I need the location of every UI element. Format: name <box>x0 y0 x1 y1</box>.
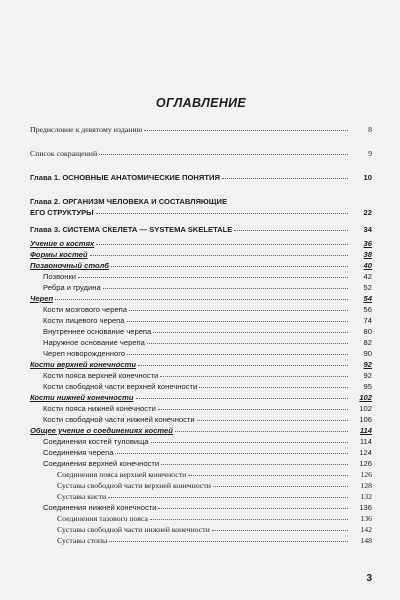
toc-entry-subsubsection <box>30 491 372 502</box>
toc-entry-title: Список сокращений <box>30 149 98 158</box>
toc-entry-page: 106 <box>359 415 372 424</box>
dot-leader <box>199 386 348 388</box>
dot-leader <box>212 529 348 531</box>
toc-entry-subsection <box>30 337 372 348</box>
toc-entry-page: 95 <box>363 382 372 391</box>
toc-entry-subsection <box>30 502 372 513</box>
toc-entry-title: Суставы свободной части верхней конечности <box>57 481 211 490</box>
toc-entry-title: Соединения черепа <box>43 448 114 457</box>
dot-leader <box>138 364 348 366</box>
toc-entry-subsection <box>30 414 372 425</box>
toc-entry-subsection <box>30 326 372 337</box>
toc-entry-title: Глава 1. ОСНОВНЫЕ АНАТОМИЧЕСКИЕ ПОНЯТИЯ <box>30 173 220 182</box>
toc-entry-section <box>30 238 372 249</box>
toc-entry-page: 124 <box>359 448 372 457</box>
dot-leader <box>127 320 348 322</box>
toc-entry-title: Кости нижней конечности <box>30 393 134 402</box>
toc-entry-subsection <box>30 458 372 469</box>
toc-entry-title: Кости свободной части нижней конечности <box>43 415 195 424</box>
toc-entry-title: Соединения верхней конечности <box>43 459 160 468</box>
dot-leader <box>99 153 348 155</box>
toc-entry-title: Кости свободной части верхней конечности <box>43 382 198 391</box>
dot-leader <box>78 276 348 278</box>
toc-entry-page: 92 <box>363 371 372 380</box>
toc-entry-title: Суставы стопы <box>57 536 108 545</box>
toc-entry-subsection <box>30 447 372 458</box>
toc-entry-page: 126 <box>359 459 372 468</box>
toc-entry-page: 136 <box>360 514 372 523</box>
toc-entry-abbreviations <box>30 148 372 159</box>
dot-leader <box>144 129 348 131</box>
toc-entry-page: 52 <box>363 283 372 292</box>
dot-leader <box>103 287 348 289</box>
page-number: 3 <box>366 573 372 584</box>
dot-leader <box>161 463 348 465</box>
dot-leader <box>111 265 348 267</box>
toc-entry-subsection <box>30 381 372 392</box>
toc-entry-subsubsection <box>30 524 372 535</box>
toc-entry-page: 114 <box>359 437 372 446</box>
toc-entry-subsection <box>30 370 372 381</box>
toc-entry-title: Соединения тазового пояса <box>57 514 149 523</box>
dot-leader <box>115 452 348 454</box>
toc-entry-title: Кости пояса верхней конечности <box>43 371 159 380</box>
toc-entry-title: Позвоночный столб <box>30 261 109 270</box>
toc-entry-subsection <box>30 282 372 293</box>
toc-entry-page: 90 <box>363 349 372 358</box>
toc-entry-section <box>30 293 372 304</box>
toc-entry-section <box>30 425 372 436</box>
dot-leader <box>147 342 348 344</box>
toc-entry-title: Позвонки <box>43 272 77 281</box>
toc-entry-title: Глава 3. СИСТЕМА СКЕЛЕТА — SYSTEMA SKELETALE <box>30 225 233 234</box>
dot-leader <box>197 419 348 421</box>
dot-leader <box>160 375 348 377</box>
toc-page <box>30 0 372 600</box>
toc-entry-page: 10 <box>363 173 372 182</box>
toc-entry-subsection <box>30 436 372 447</box>
toc-entry-page: 82 <box>363 338 372 347</box>
toc-entry-page: 80 <box>363 327 372 336</box>
toc-entry-subsection <box>30 315 372 326</box>
toc-entry-page: 56 <box>363 305 372 314</box>
toc-entry-title: Учение о костях <box>30 239 95 248</box>
toc-entry-page: 38 <box>363 250 372 259</box>
toc-entry-title: Формы костей <box>30 250 88 259</box>
toc-entry-page: 42 <box>363 272 372 281</box>
dot-leader <box>108 496 348 498</box>
toc-entry-page: 54 <box>363 294 372 303</box>
dot-leader <box>151 441 348 443</box>
dot-leader <box>96 243 348 245</box>
toc-entry-page: 22 <box>363 208 372 217</box>
dot-leader <box>153 331 348 333</box>
toc-entry-section <box>30 359 372 370</box>
toc-entry-title: Суставы свободной части нижней конечности <box>57 525 210 534</box>
dot-leader <box>188 474 348 476</box>
toc-entry-title: Ребра и грудина <box>43 283 101 292</box>
toc-entry-subsubsection <box>30 535 372 546</box>
dot-leader <box>127 353 348 355</box>
toc-entry-title-line-2-wrap <box>30 207 372 218</box>
toc-list <box>30 124 372 546</box>
toc-entry-page: 8 <box>368 125 372 134</box>
toc-entry-title: Соединения костей туловища <box>43 437 149 446</box>
toc-heading: ОГЛАВЛЕНИЕ <box>155 96 247 110</box>
dot-leader <box>136 397 349 399</box>
toc-entry-page: 142 <box>360 525 372 534</box>
toc-entry-title: Соединения пояса верхней конечности <box>57 470 187 479</box>
dot-leader <box>213 485 348 487</box>
dot-leader <box>90 254 348 256</box>
dot-leader <box>129 309 348 311</box>
toc-entry-title: Предисловие к девятому изданию <box>30 125 143 134</box>
toc-entry-section <box>30 392 372 403</box>
dot-leader <box>234 229 348 231</box>
toc-entry-page: 34 <box>363 225 372 234</box>
toc-entry-page: 148 <box>360 536 372 545</box>
toc-entry-page: 74 <box>363 316 372 325</box>
toc-entry-section <box>30 249 372 260</box>
toc-entry-page: 126 <box>360 470 372 479</box>
toc-entry-page: 128 <box>360 481 372 490</box>
toc-entry-title-line-1: Глава 2. ОРГАНИЗМ ЧЕЛОВЕКА И СОСТАВЛЯЮЩИЕ <box>30 197 228 206</box>
toc-entry-preface <box>30 124 372 135</box>
toc-entry-title: Соединения нижней конечности <box>43 503 157 512</box>
toc-entry-chapter-2 <box>30 196 372 218</box>
toc-entry-page: 102 <box>359 404 372 413</box>
toc-entry-title: Кости лицевого черепа <box>43 316 125 325</box>
toc-entry-title: Кости мозгового черепа <box>43 305 128 314</box>
toc-entry-page: 40 <box>363 261 372 270</box>
toc-entry-page: 102 <box>359 393 372 402</box>
toc-entry-page: 36 <box>363 239 372 248</box>
toc-entry-title: Кости пояса нижней конечности <box>43 404 156 413</box>
dot-leader <box>55 298 348 300</box>
toc-entry-title: Суставы кисти <box>57 492 107 501</box>
toc-entry-page: 132 <box>360 492 372 501</box>
toc-entry-title: Общее учение о соединениях костей <box>30 426 173 435</box>
toc-entry-page: 92 <box>363 360 372 369</box>
toc-entry-subsubsection <box>30 480 372 491</box>
toc-entry-title: Внутреннее основание черепа <box>43 327 152 336</box>
dot-leader <box>109 540 348 542</box>
toc-entry-page: 9 <box>368 149 372 158</box>
toc-entry-subsection <box>30 403 372 414</box>
toc-entry-subsubsection <box>30 513 372 524</box>
toc-entry-subsection <box>30 271 372 282</box>
toc-entry-subsection <box>30 304 372 315</box>
toc-entry-page: 136 <box>359 503 372 512</box>
dot-leader <box>175 430 348 432</box>
toc-entry-title: Череп новорожденного <box>43 349 126 358</box>
toc-entry-chapter-3 <box>30 224 372 235</box>
toc-entry-subsubsection <box>30 469 372 480</box>
dot-leader <box>158 507 348 509</box>
toc-entry-title-line-2: ЕГО СТРУКТУРЫ <box>30 208 94 217</box>
dot-leader <box>222 177 348 179</box>
toc-entry-subsection <box>30 348 372 359</box>
toc-entry-title: Череп <box>30 294 54 303</box>
dot-leader <box>96 212 348 214</box>
dot-leader <box>150 518 348 520</box>
toc-entry-title: Кости верхней конечности <box>30 360 136 369</box>
dot-leader <box>158 408 348 410</box>
toc-entry-title: Наружное основание черепа <box>43 338 145 347</box>
toc-entry-chapter-1 <box>30 172 372 183</box>
toc-entry-section <box>30 260 372 271</box>
toc-entry-page: 114 <box>359 426 372 435</box>
